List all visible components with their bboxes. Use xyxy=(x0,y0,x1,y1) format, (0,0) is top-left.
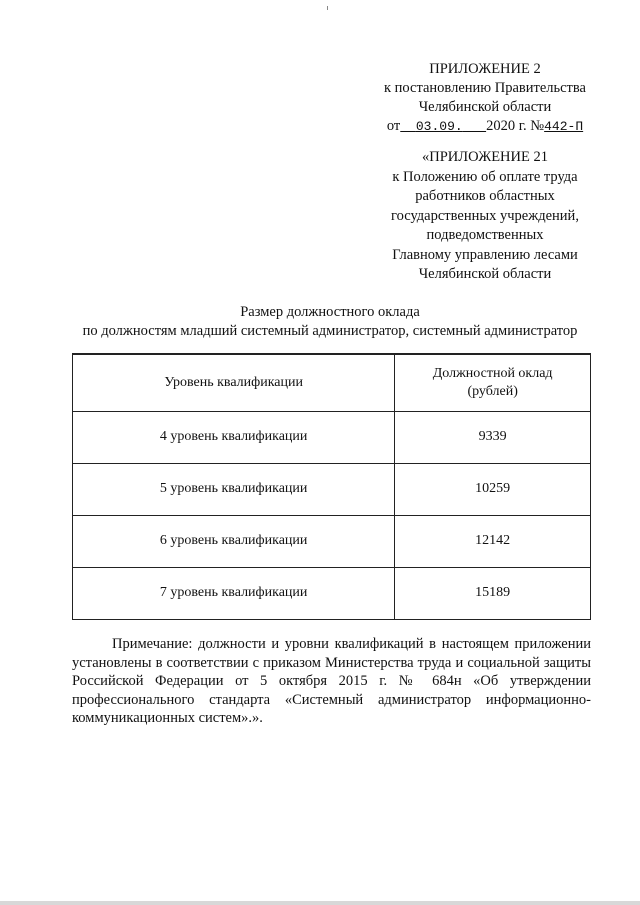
appendix-line: к Положению об оплате труда xyxy=(392,168,578,185)
qualification-level-cell: 7 уровень квалификации xyxy=(73,567,395,619)
date-number-line xyxy=(360,117,610,136)
appendix-reference xyxy=(360,148,610,285)
date-value: 03.09. xyxy=(415,119,463,134)
year-number-text: 2020 г. № xyxy=(486,118,545,134)
header-salary-line-2: (рублей) xyxy=(467,383,518,399)
appendix-line: работников областных xyxy=(415,188,555,204)
decree-number: 442-П xyxy=(544,119,584,134)
qualification-level-cell: 6 уровень квалификации xyxy=(73,515,395,567)
qualification-level-cell: 5 уровень квалификации xyxy=(73,463,395,515)
header-qualification-level: Уровень квалификации xyxy=(73,354,395,411)
table-header-row xyxy=(73,354,591,411)
salary-table xyxy=(72,353,591,620)
note-text: Примечание: должности и уровни квалификаций в настоящем приложении установлены в соответствии с приказом Министерства труда и социальной защиты Российской Федерации от 5 октября 2015 г. № 684н «Об утверждении профессионального стандарта «Системный администратор информационно-коммуникационных систем».». xyxy=(72,636,591,726)
date-prefix: от xyxy=(386,118,401,134)
table-row xyxy=(73,411,591,463)
note-paragraph xyxy=(72,635,591,728)
document-title xyxy=(40,303,620,341)
region-line: Челябинской области xyxy=(418,99,552,115)
title-line-1: Размер должностного оклада xyxy=(240,304,420,320)
appendix-line: подведомственных xyxy=(426,227,544,243)
scan-artifact xyxy=(327,6,328,10)
salary-cell: 10259 xyxy=(395,463,591,515)
decree-line: к постановлению Правительства xyxy=(384,80,586,96)
header-salary xyxy=(395,354,591,411)
appendix-line: Челябинской области xyxy=(418,266,552,282)
table-row xyxy=(73,567,591,619)
scan-bottom-edge xyxy=(0,901,640,905)
salary-cell: 9339 xyxy=(395,411,591,463)
appendix-line: государственных учреждений, xyxy=(391,207,579,224)
table-row xyxy=(73,515,591,567)
qualification-level-cell: 4 уровень квалификации xyxy=(73,411,395,463)
appendix-line: «ПРИЛОЖЕНИЕ 21 xyxy=(422,149,548,165)
salary-cell: 12142 xyxy=(395,515,591,567)
title-line-2: по должностям младший системный администратор, системный администратор xyxy=(82,323,578,339)
header-salary-line-1: Должностной оклад xyxy=(432,365,553,381)
appendix-line: Главному управлению лесами xyxy=(392,246,578,263)
table-row xyxy=(73,463,591,515)
salary-cell: 15189 xyxy=(395,567,591,619)
appendix-label: ПРИЛОЖЕНИЕ 2 xyxy=(429,61,541,77)
decree-header xyxy=(360,60,610,136)
